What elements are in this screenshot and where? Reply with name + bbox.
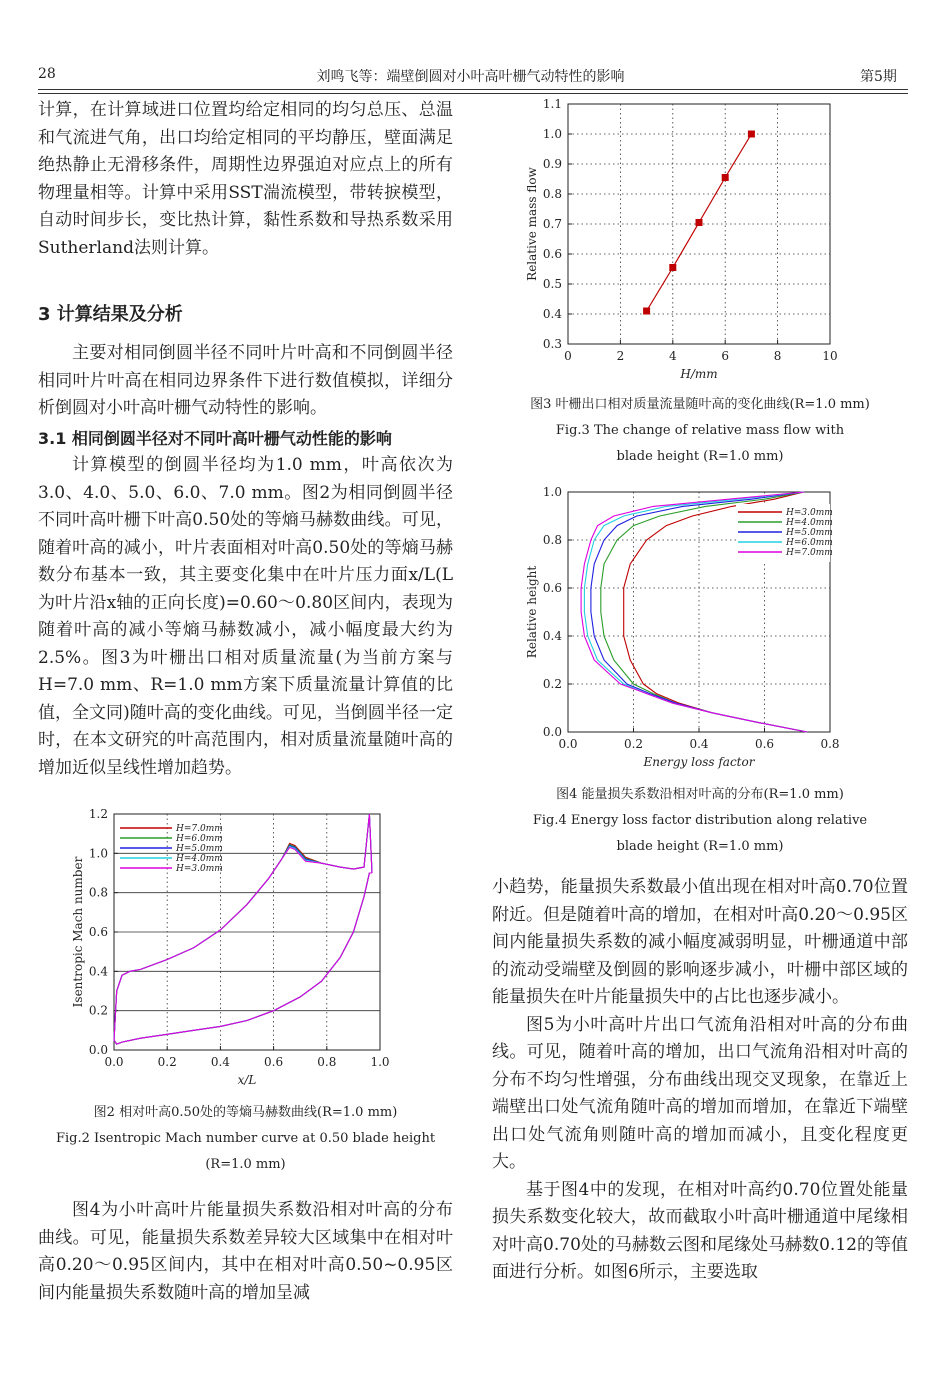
y-tick-label: 1.2 bbox=[88, 808, 108, 821]
x-tick-label: 0.2 bbox=[157, 1055, 177, 1069]
y-tick-label: 1.0 bbox=[542, 485, 562, 499]
y-tick-label: 0.0 bbox=[542, 725, 562, 739]
header-rule-thin bbox=[38, 93, 908, 94]
y-tick-label: 0.6 bbox=[88, 925, 108, 939]
legend-label: H=7.0mm bbox=[786, 548, 833, 558]
y-tick-label: 0.9 bbox=[542, 157, 562, 171]
x-tick-label: 0.0 bbox=[104, 1055, 124, 1069]
y-axis-label: Isentropic Mach number bbox=[71, 856, 85, 1008]
y-tick-label: 0.8 bbox=[88, 885, 108, 900]
x-tick-label: 0.4 bbox=[210, 1055, 230, 1069]
x-tick-label: 0 bbox=[564, 349, 572, 363]
series-line-H=3.0mm bbox=[114, 873, 372, 1044]
figure-2-chart bbox=[62, 808, 402, 1098]
x-tick-label: 1.0 bbox=[370, 1055, 390, 1069]
paragraph-section-3-intro: 主要对相同倒圆半径不同叶片叶高和不同倒圆半径相同叶片叶高在相同边界条件下进行数值模拟，详细分析倒圆对小叶高叶栅气动特性的影响。 bbox=[38, 343, 453, 418]
legend-label: H=4.0mm bbox=[786, 518, 833, 528]
series-line-H=6.0mm bbox=[114, 873, 372, 1044]
y-tick-label: 0.7 bbox=[542, 217, 562, 231]
y-axis-label: Relative height bbox=[525, 565, 539, 659]
figure-4-caption: 图4 能量损失系数沿相对叶高的分布(R=1.0 mm) Fig.4 Energy loss factor distribution along relative blade height (R=1.0 mm) bbox=[532, 787, 868, 854]
issue-number: 第5期 bbox=[860, 69, 897, 85]
y-tick-label: 0.3 bbox=[542, 337, 562, 351]
y-tick-label: 1.0 bbox=[542, 127, 562, 141]
figure-3-caption: 图3 叶栅出口相对质量流量随叶高的变化曲线(R=1.0 mm) Fig.3 The change of relative mass flow with blade height (R=1.0 mm) bbox=[530, 397, 870, 464]
section-3-heading: 3 计算结果及分析 bbox=[38, 304, 183, 325]
y-axis-label: Relative mass flow bbox=[525, 167, 539, 281]
y-tick-label: 0.5 bbox=[542, 277, 562, 291]
x-axis-label: H/mm bbox=[680, 367, 718, 381]
legend-label: H=7.0mm bbox=[176, 824, 223, 834]
figure-4-chart bbox=[510, 480, 855, 780]
series-line-H=4.0mm bbox=[114, 873, 372, 1044]
x-tick-label: 2 bbox=[616, 349, 625, 363]
paragraph-boundary-conditions: 计算，在计算域进口位置均给定相同的均匀总压、总温和气流进气角，出口均给定相同的平均静压，壁面满足绝热静止无滑移条件，周期性边界强迫对应点上的所有物理量相等。计算中采用SST湍流模型，带转捩模型，自动时间步长，变比热计算，黏性系数和导热系数采用Sutherland法则计算。 bbox=[38, 100, 453, 258]
paragraph-section-3-1: 计算模型的倒圆半径均为1.0 mm，叶高依次为3.0、4.0、5.0、6.0、7.0 mm。图2为相同倒圆半径不同叶高叶栅下叶高0.50处的等熵马赫数曲线。可见，随着叶高的减小，叶片表面相对叶高0.50处的等熵马赫数分布基本一致，其主要变化集中在叶片压力面x/L(L为叶片沿x轴的正向长度)=0.60～0.80区间内，表现为随着叶高的减小等熵马赫数减小，减小幅度最大约为2.5%。图3为叶栅出口相对质量流量(为当前方案与H=7.0 mm、R=1.0 mm方案下质量流量计算值的比值，全文同)随叶高的变化曲线。可见，当倒圆半径一定时，在本文研究的叶高范围内，相对质量流量随叶高的增加近似呈线性增加趋势。 bbox=[38, 455, 453, 778]
legend-label: H=5.0mm bbox=[786, 528, 833, 538]
x-tick-label: 0.0 bbox=[558, 737, 578, 751]
x-tick-label: 10 bbox=[822, 349, 838, 363]
y-tick-label: 0.0 bbox=[88, 1043, 108, 1057]
figure-3-chart bbox=[510, 96, 855, 392]
paragraph-energy-loss-analysis: 小趋势，能量损失系数最小值出现在相对叶高0.70位置附近。但是随着叶高的增加，在相对叶高0.20～0.95区间内能量损失系数的减小幅度减弱明显，叶栅通道中部的流动受端壁及倒圆的影响逐步减小，叶栅中部区域的能量损失在叶片能量损失中的占比也逐步减小。 图5为小叶高叶片出口气流角沿相对叶高的分布曲线。可见，随着叶高的增加，出口气流角沿相对叶高的分布不均匀性增强，分布曲线出现交叉现象，在靠近上端壁出口处气流角随叶高的增加而增加，在靠近下端壁出口处气流角则随叶高的增加而减小，且变化程度更大。 基于图4中的发现，在相对叶高约0.70位置处能量损失系数变化较大，故而截取小叶高叶栅通道中尾缘相对叶高0.70处的马赫数云图和尾缘处马赫数0.12的等值面进行分析。如图6所示，主要选取 bbox=[492, 877, 908, 1282]
data-point bbox=[722, 174, 729, 181]
y-tick-label: 0.6 bbox=[542, 247, 562, 261]
x-tick-label: 6 bbox=[721, 349, 730, 363]
x-tick-label: 0.6 bbox=[264, 1055, 284, 1069]
y-tick-label: 1.1 bbox=[542, 97, 562, 111]
series-line-H=7.0mm bbox=[114, 873, 372, 1044]
x-tick-label: 0.8 bbox=[820, 737, 840, 751]
figure-2-caption: 图2 相对叶高0.50处的等熵马赫数曲线(R=1.0 mm) Fig.2 Isentropic Mach number curve at 0.50 blade height (R=1.0 mm) bbox=[55, 1105, 436, 1172]
x-axis-label: Energy loss factor bbox=[643, 755, 755, 769]
x-tick-label: 8 bbox=[773, 349, 782, 363]
legend-label: H=5.0mm bbox=[176, 844, 223, 854]
x-tick-label: 0.2 bbox=[623, 737, 644, 751]
legend-label: H=4.0mm bbox=[176, 854, 223, 864]
x-tick-label: 4 bbox=[668, 349, 677, 363]
y-tick-label: 0.2 bbox=[542, 677, 562, 691]
y-tick-label: 1.0 bbox=[88, 846, 108, 861]
data-point bbox=[669, 264, 676, 271]
legend-label: H=3.0mm bbox=[176, 864, 223, 874]
data-point bbox=[696, 219, 703, 226]
series-line-H=5.0mm bbox=[114, 873, 372, 1044]
data-point bbox=[748, 131, 755, 138]
legend-label: H=6.0mm bbox=[176, 834, 223, 844]
page-number: 28 bbox=[38, 66, 56, 82]
running-title: 刘鸣飞等：端壁倒圆对小叶高叶栅气动特性的影响 bbox=[316, 69, 625, 85]
legend-label: H=6.0mm bbox=[786, 538, 833, 548]
data-point bbox=[643, 308, 650, 315]
legend-label: H=3.0mm bbox=[786, 508, 833, 518]
y-tick-label: 0.8 bbox=[542, 533, 562, 547]
x-tick-label: 0.4 bbox=[689, 737, 709, 751]
y-tick-label: 0.8 bbox=[542, 187, 562, 201]
y-tick-label: 0.4 bbox=[88, 964, 108, 979]
y-tick-label: 0.4 bbox=[542, 307, 562, 321]
y-tick-label: 0.6 bbox=[542, 581, 562, 595]
paragraph-figure-4-intro: 图4为小叶高叶片能量损失系数沿相对叶高的分布曲线。可见，能量损失系数差异较大区域集中在相对叶高0.20～0.95区间内，其中在相对叶高0.50~0.95区间内能量损失系数随叶高的增加呈减 bbox=[38, 1200, 453, 1303]
x-tick-label: 0.6 bbox=[754, 737, 775, 751]
y-tick-label: 0.2 bbox=[88, 1003, 108, 1018]
header-rule bbox=[38, 89, 908, 90]
section-3-1-heading: 3.1 相同倒圆半径对不同叶高叶栅气动性能的影响 bbox=[38, 429, 392, 448]
y-tick-label: 0.4 bbox=[542, 629, 562, 643]
x-tick-label: 0.8 bbox=[317, 1055, 337, 1069]
x-axis-label: x/L bbox=[237, 1073, 257, 1087]
